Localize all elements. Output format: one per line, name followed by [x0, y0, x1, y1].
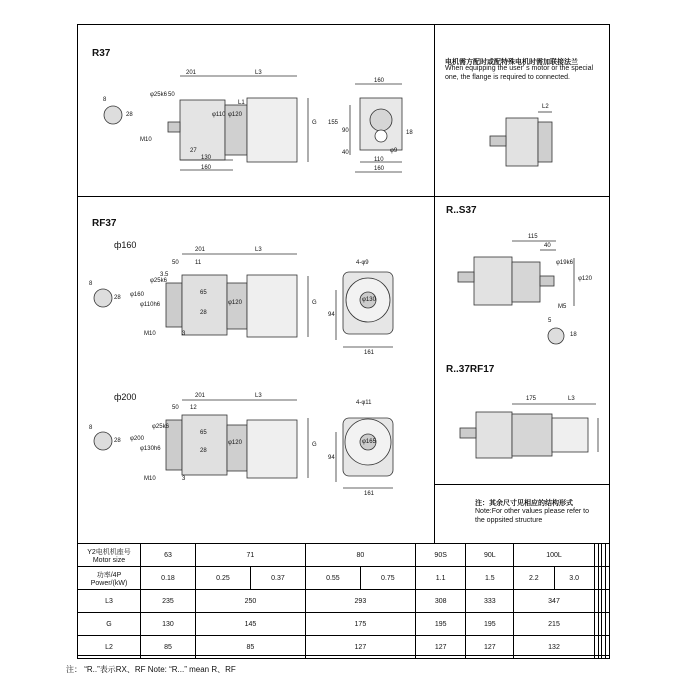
power-cell: 0.37	[250, 567, 305, 590]
dim-rf37a-161: 161	[364, 350, 375, 356]
dim-rs37-18: 18	[570, 332, 577, 338]
g-cell: 145	[195, 613, 305, 636]
dim-rf37b-4phi11: 4-φ11	[356, 400, 372, 406]
note-mid-en: Note:For other values please refer to the oppsited structure	[475, 508, 590, 524]
dim-rf37b-201: 201	[195, 393, 206, 399]
dim-rs37-5: 5	[548, 318, 552, 324]
row-label-l2: L2	[78, 636, 141, 659]
dim-rf37a-3-5: 3.5	[160, 272, 169, 278]
note-top-en: When equipping the user' s motor or the special one, the flange is required to connected.	[445, 65, 594, 81]
dim-r37-g: G	[312, 120, 317, 126]
power-cell: 2.2	[514, 567, 554, 590]
note-top-cn: 电机需方配时或配特殊电机时需加联接法兰	[445, 59, 578, 66]
l2-cell: 127	[415, 636, 466, 659]
r37rf17-motor	[552, 418, 588, 452]
l3-cell: 308	[415, 590, 466, 613]
section-title-rs37: R..S37	[446, 205, 477, 216]
dim-rf37b-28: 28	[114, 438, 121, 444]
flange-label-160: ф160	[114, 240, 137, 250]
dim-rf37a-l3: L3	[255, 247, 262, 253]
dim-rf37a-phi25: φ25k6	[150, 278, 167, 284]
row-label-motor-size-cn: Y2电机机座号	[87, 548, 131, 556]
note-mid-cn: 注：其余尺寸见相应的结构形式	[475, 500, 573, 507]
dim-r37-18: 18	[406, 130, 413, 136]
rs37-gearbox	[474, 257, 512, 305]
dim-rf37a-phi110: φ110h6	[140, 302, 161, 308]
table-row-g	[78, 613, 610, 636]
power-cell: 0.25	[195, 567, 250, 590]
l2-cell: 132	[514, 636, 595, 659]
bottom-note: 注： “R..”表示RX、RF Note: “R...” mean R、RF	[66, 665, 236, 674]
power-cell: 1.5	[466, 567, 514, 590]
dim-rf37b-12: 12	[190, 405, 197, 411]
dim-rf37a-201: 201	[195, 247, 206, 253]
row-label-power-cn: 功率/4P	[96, 571, 122, 579]
dim-r37rf17-175: 175	[526, 396, 537, 402]
adapter-flange	[538, 122, 552, 162]
dim-rf37b-3: 3	[182, 476, 186, 482]
g-cell: 215	[514, 613, 595, 636]
rf37-200-gearbox	[182, 415, 227, 475]
rf37-200-motor	[247, 420, 297, 478]
dim-r37-160: 160	[201, 165, 212, 171]
dim-rf37a-3: 3	[182, 331, 186, 337]
l3-cell: 235	[141, 590, 196, 613]
rf37-160-shaft-end	[94, 289, 112, 307]
dim-r37-110: 110	[374, 157, 384, 163]
dim-r37-phi9: φ9	[390, 148, 398, 154]
motor-size-cell: 90S	[415, 544, 466, 567]
dim-rf37a-m10: M10	[144, 331, 156, 337]
row-label-l3: L3	[78, 590, 141, 613]
r37-gearbox-side	[180, 100, 225, 160]
dim-rf37a-94: 94	[328, 312, 335, 318]
dim-r37-end-160b: 160	[374, 166, 385, 172]
table-row-l2	[78, 636, 610, 659]
dim-rf37b-phi130: φ130h6	[140, 446, 161, 452]
dim-adapter-l2: L2	[542, 104, 549, 110]
section-title-rf37: RF37	[92, 218, 117, 229]
g-cell: 175	[305, 613, 415, 636]
r37-shaft	[168, 122, 180, 132]
dim-r37-l1: L1	[238, 100, 245, 106]
dim-rf37b-94: 94	[328, 455, 335, 461]
dim-rs37-phi120: φ120	[578, 276, 592, 282]
dim-r37-50: 50	[168, 92, 175, 98]
rf37-160-motor	[247, 275, 297, 337]
dim-r37-40: 40	[342, 150, 349, 156]
rs37-shaft	[540, 276, 554, 286]
motor-size-cell: 71	[195, 544, 305, 567]
dim-rf37b-phi25: φ25k6	[152, 424, 169, 430]
rf37-160-flange	[166, 283, 182, 327]
flange-label-200: ф200	[114, 392, 137, 402]
dim-rf37b-50: 50	[172, 405, 179, 411]
dim-r37-90: 90	[342, 128, 349, 134]
dim-rf37a-65: 65	[200, 290, 207, 296]
g-cell: 195	[415, 613, 466, 636]
r37rf17-gearbox	[476, 412, 512, 458]
dim-rf37a-11: 11	[195, 260, 202, 266]
l3-cell: 293	[305, 590, 415, 613]
l3-cell: 333	[466, 590, 514, 613]
power-cell: 0.18	[141, 567, 196, 590]
dim-r37rf17-l3: L3	[568, 396, 575, 402]
row-label-power-en: Power/(kW)	[90, 579, 128, 587]
dim-rf37b-phi120: φ120	[228, 440, 242, 446]
dim-rf37a-4phi9: 4-φ9	[356, 260, 369, 266]
r37rf17-rf17	[512, 414, 552, 456]
dim-rf37b-161: 161	[364, 491, 375, 497]
dim-rf37b-m10: M10	[144, 476, 156, 482]
dim-r37-8: 8	[103, 97, 107, 103]
rf37-200-shaft-end	[94, 432, 112, 450]
l2-cell: 127	[305, 636, 415, 659]
l2-cell: 127	[466, 636, 514, 659]
section-title-r37: R37	[92, 48, 111, 59]
table-row-power	[78, 567, 610, 590]
rs37-shaft-end	[548, 328, 564, 344]
dim-rf37a-28b: 28	[200, 310, 207, 316]
power-cell: 1.1	[415, 567, 466, 590]
l3-cell: 347	[514, 590, 595, 613]
dim-rs37-phi19: φ19k6	[556, 260, 573, 266]
g-cell: 130	[141, 613, 196, 636]
dim-rf37a-phi120: φ120	[228, 300, 242, 306]
rs37-input	[512, 262, 540, 302]
dim-rf37a-phi160: φ160	[130, 292, 144, 298]
dim-r37-phi120: φ120	[228, 112, 242, 118]
dim-rs37-40: 40	[544, 243, 551, 249]
dim-rf37a-phi130: φ130	[362, 297, 376, 303]
dim-rf37a-g: G	[312, 300, 317, 306]
power-cell: 0.75	[360, 567, 415, 590]
dim-r37-phi25: φ25k6	[150, 92, 167, 98]
dim-rf37b-phi165: φ165	[362, 439, 376, 445]
dim-r37-end-160: 160	[374, 78, 385, 84]
rf37-160-gearbox	[182, 275, 227, 335]
dim-rf37a-8: 8	[89, 281, 93, 287]
power-cell: 0.55	[305, 567, 360, 590]
g-cell: 195	[466, 613, 514, 636]
dim-r37-l3: L3	[255, 70, 262, 76]
dim-rf37b-l3: L3	[255, 393, 262, 399]
dim-r37-155: 155	[328, 120, 339, 126]
row-label-motor-size-en: Motor size	[92, 556, 126, 564]
dim-r37-28: 28	[126, 112, 133, 118]
dim-r37-phi110: φ110	[212, 112, 226, 118]
r37-motor	[247, 98, 297, 162]
l2-cell: 85	[141, 636, 196, 659]
motor-size-cell: 63	[141, 544, 196, 567]
power-cell: 3.0	[554, 567, 594, 590]
section-title-r37rf17: R..37RF17	[446, 364, 495, 375]
l3-cell: 250	[195, 590, 305, 613]
dim-r37-27: 27	[190, 148, 197, 154]
dim-rf37b-phi200: φ200	[130, 436, 144, 442]
dim-r37-130: 130	[201, 155, 212, 161]
adapter-gearbox	[506, 118, 538, 166]
dim-rf37b-8: 8	[89, 425, 93, 431]
dim-rf37b-28b: 28	[200, 448, 207, 454]
motor-size-cell: 90L	[466, 544, 514, 567]
dim-rs37-m5: M5	[558, 304, 567, 310]
motor-size-cell: 100L	[514, 544, 595, 567]
dim-rf37b-65: 65	[200, 430, 207, 436]
dim-rf37b-g: G	[312, 442, 317, 448]
dim-r37-m10: M10	[140, 137, 152, 143]
dim-rf37a-28: 28	[114, 295, 121, 301]
spec-table	[77, 543, 610, 659]
r37-shaft-end	[104, 106, 122, 124]
table-row-l3	[78, 590, 610, 613]
table-row-motor-size	[78, 544, 610, 567]
motor-size-cell: 80	[305, 544, 415, 567]
dim-r37-201: 201	[186, 70, 197, 76]
dim-rf37a-50: 50	[172, 260, 179, 266]
dim-rs37-115: 115	[528, 234, 538, 240]
l2-cell: 85	[195, 636, 305, 659]
row-label-g: G	[78, 613, 141, 636]
